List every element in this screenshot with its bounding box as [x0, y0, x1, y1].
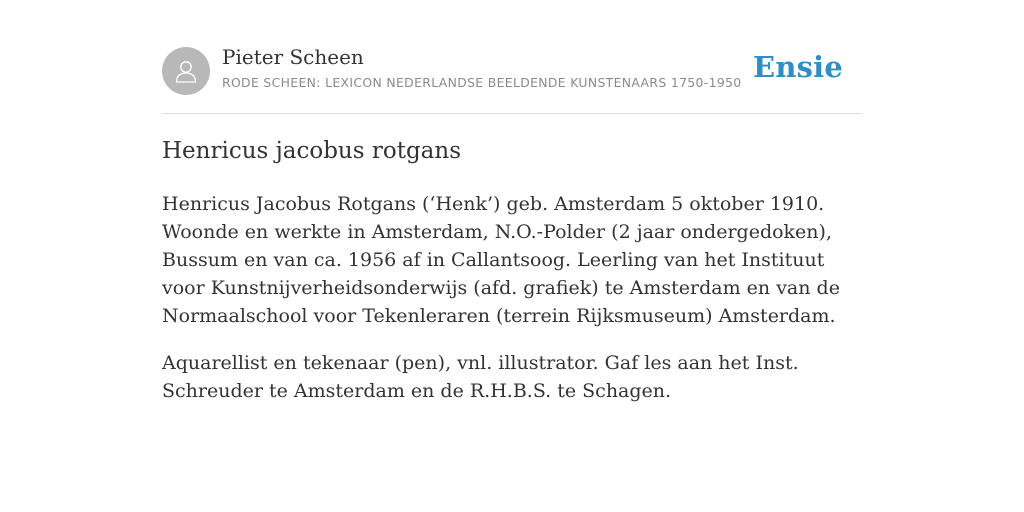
- user-icon: [172, 57, 200, 85]
- source-title[interactable]: RODE SCHEEN: LEXICON NEDERLANDSE BEELDENDE KUNSTENAARS 1750-1950: [222, 75, 742, 90]
- author-avatar: [162, 47, 210, 95]
- author-name[interactable]: Pieter Scheen: [222, 45, 364, 69]
- ensie-logo[interactable]: Ensie: [753, 50, 843, 84]
- paragraph: Aquarellist en tekenaar (pen), vnl. illustrator. Gaf les aan het Inst. Schreuder te Amsterdam en de R.H.B.S. te Schagen.: [162, 352, 799, 402]
- article-body: [162, 190, 862, 424]
- paragraph: Henricus Jacobus Rotgans (‘Henk’) geb. Amsterdam 5 oktober 1910. Woonde en werkte in Amsterdam, N.O.-Polder (2 jaar ondergedoken), Bussum en van ca. 1956 af in Callantsoog. Leerling van het Instituut voor Kunstnijverheidsonderwijs (afd. grafiek) te Amsterdam en van de Normaalschool voor Tekenleraren (terrein Rijksmuseum) Amsterdam.: [162, 193, 840, 327]
- article-header: [162, 0, 862, 114]
- article-title: Henricus jacobus rotgans: [162, 138, 461, 164]
- article-card: [162, 0, 862, 402]
